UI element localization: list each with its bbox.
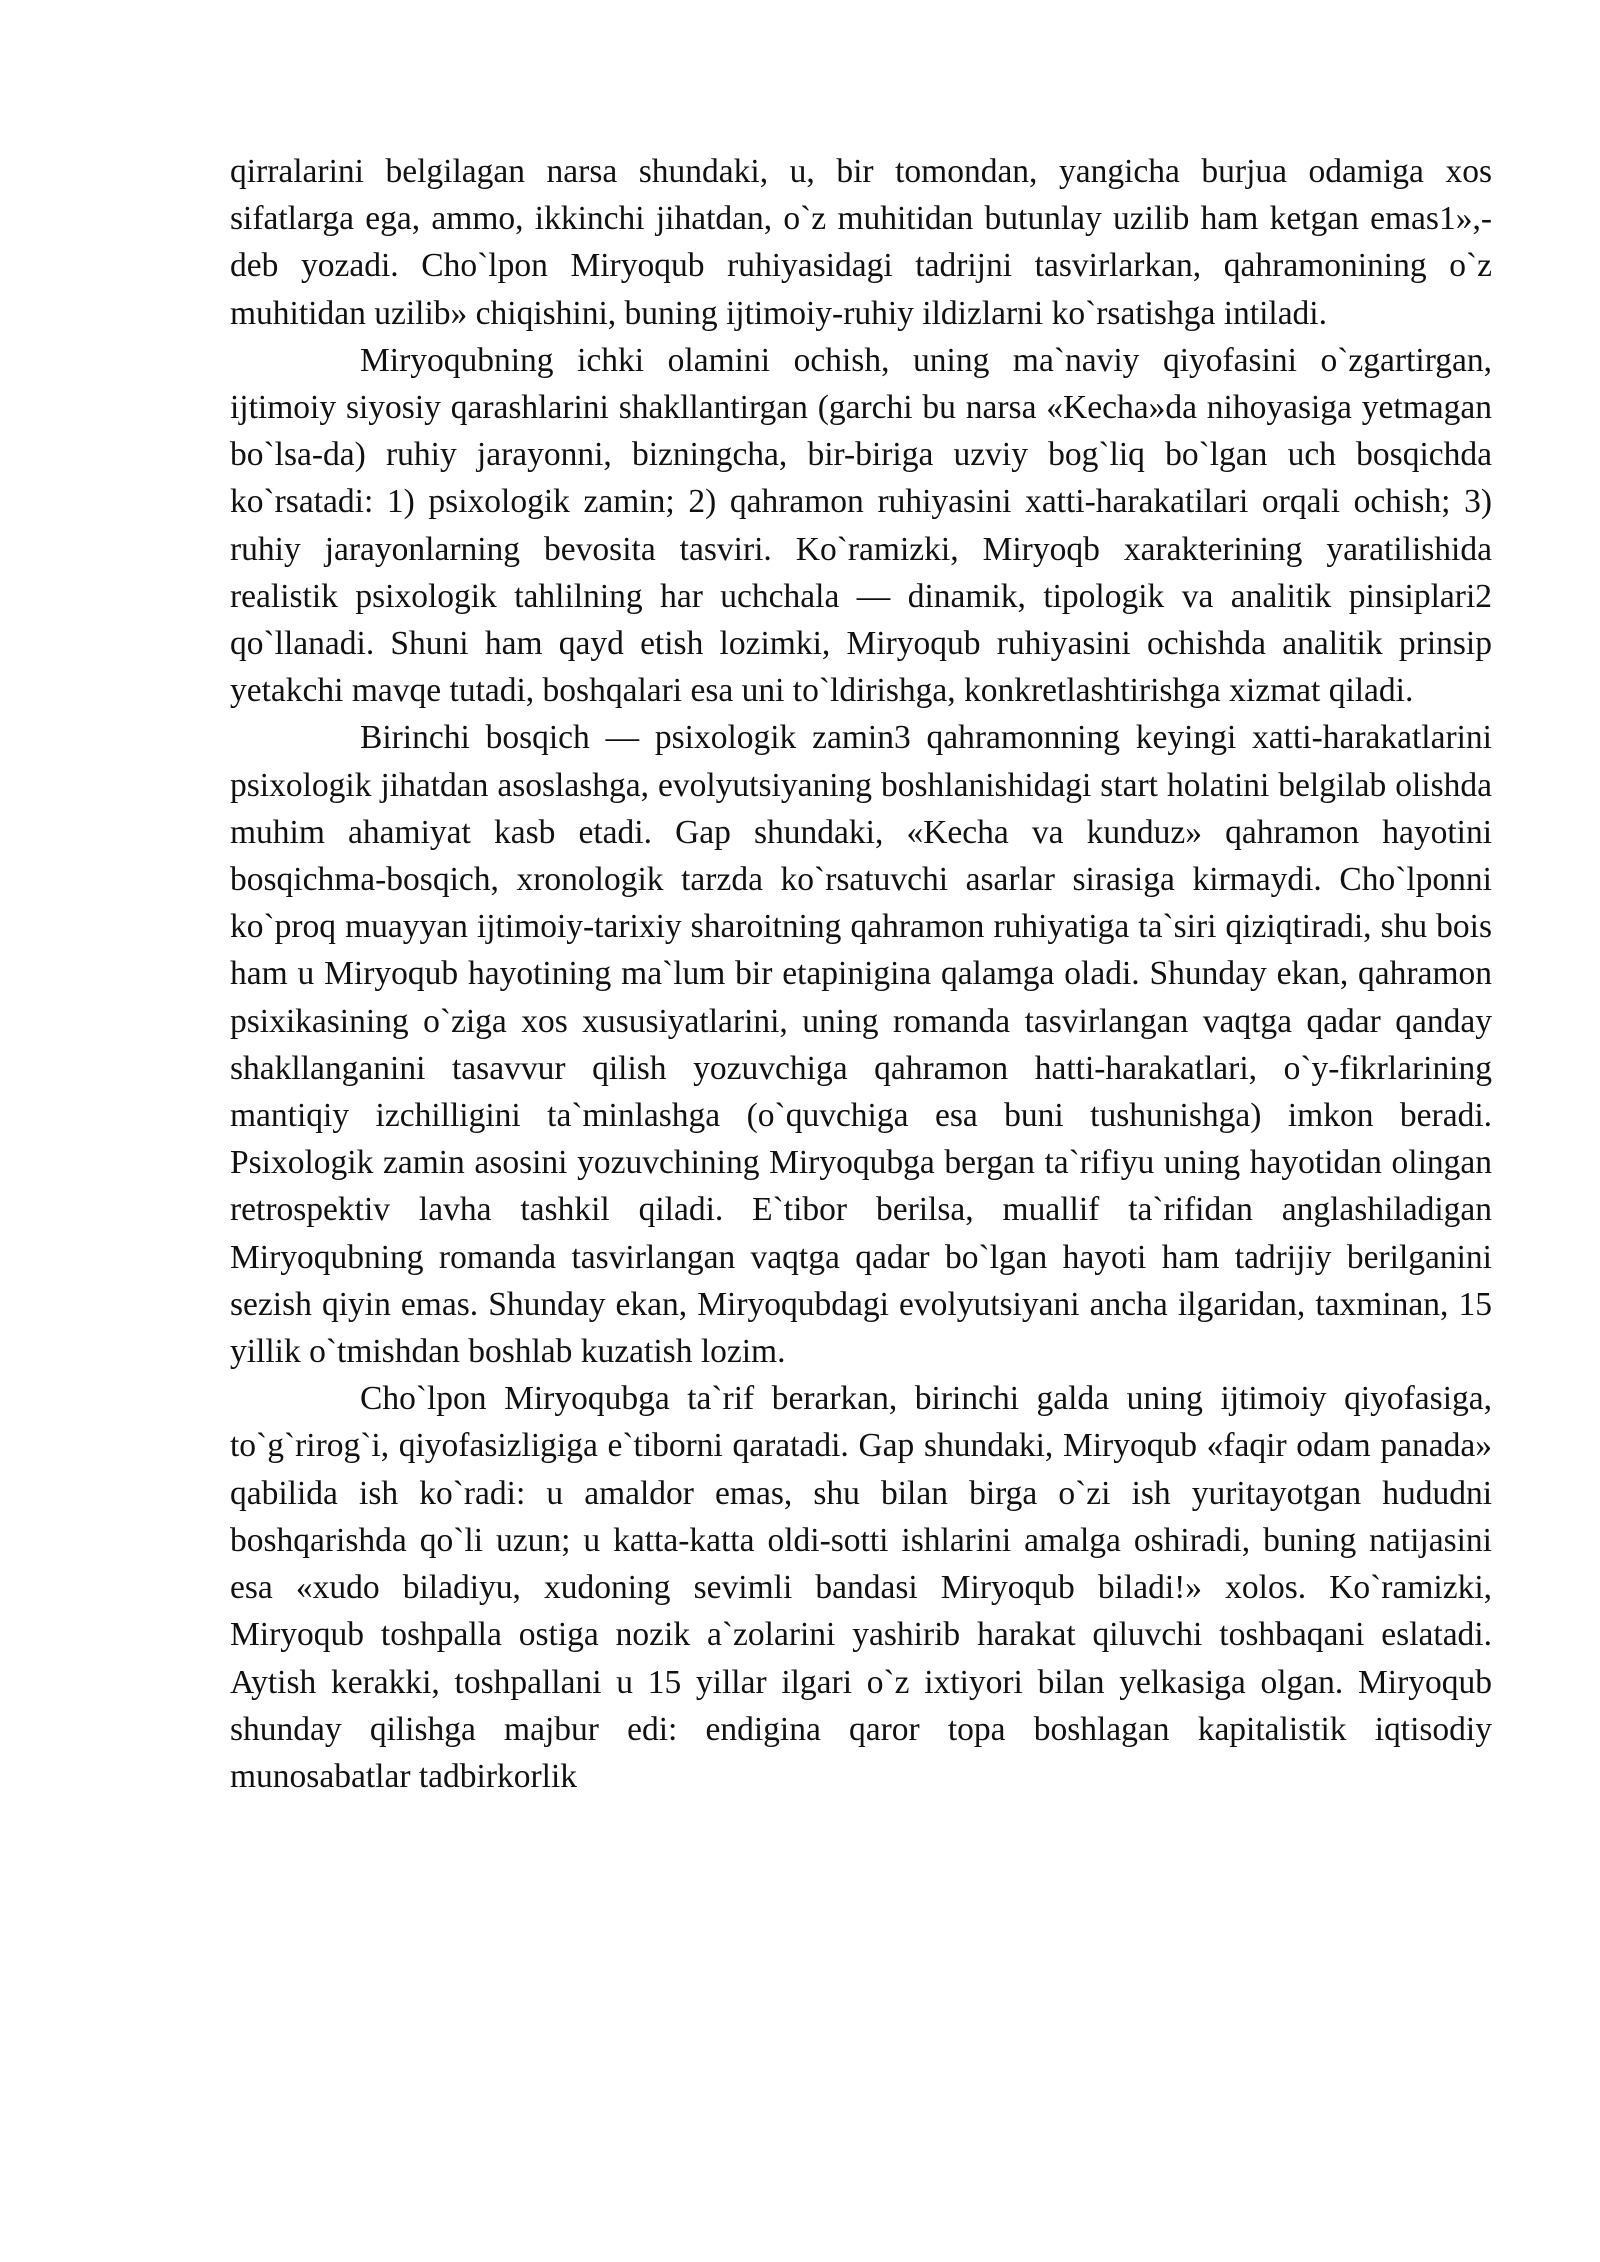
paragraph-3: Birinchi bosqich — psixologik zamin3 qahramonning keyingi xatti-harakatlarini psixologik jihatdan asoslashga, evolyutsiyaning boshlanishidagi start holatini belgilab olishda muhim ahamiyat kasb etadi. Gap shundaki, «Kecha va kunduz» qahramon hayotini bosqichma-bosqich, xronologik tarzda ko`rsatuvchi asarlar sirasiga kirmaydi. Cho`lponni ko`proq muayyan ijtimoiy-tarixiy sharoitning qahramon ruhiyatiga ta`siri qiziqtiradi, shu bois ham u Miryoqub hayotining ma`lum bir etapinigina qalamga oladi. Shunday ekan, qahramon psixikasining o`ziga xos xususiyatlarini, uning romanda tasvirlangan vaqtga qadar qanday shakllanganini tasavvur qilish yozuvchiga qahramon hatti-harakatlari, o`y-fikrlarining mantiqiy izchilligini ta`minlashga (o`quvchiga esa buni tushunishga) imkon beradi. Psixologik zamin asosini yozuvchining Miryoqubga bergan ta`rifiyu uning hayotidan olingan retrospektiv lavha tashkil qiladi. E`tibor berilsa, muallif ta`rifidan anglashiladigan Miryoqubning romanda tasvirlangan vaqtga qadar bo`lgan hayoti ham tadrijiy berilganini sezish qiyin emas. Shunday ekan, Miryoqubdagi evolyutsiyani ancha ilgaridan, taxminan, 15 yillik o`tmishdan boshlab kuzatish lozim. — [230, 719, 1492, 1371]
paragraph-2: Miryoqubning ichki olamini ochish, uning ma`naviy qiyofasini o`zgartirgan, ijtimoiy siyosiy qarashlarini shakllantirgan (garchi bu narsa «Kecha»da nihoyasiga yetmagan bo`lsa-da) ruhiy jarayonni, bizningcha, bir-biriga uzviy bog`liq bo`lgan uch bosqichda ko`rsatadi: 1) psixologik zamin; 2) qahramon ruhiyasini xatti-harakatilari orqali ochish; 3) ruhiy jarayonlarning bevosita tasviri. Ko`ramizki, Miryoqb xarakterining yaratilishida realistik psixologik tahlilning har uchchala — dinamik, tipologik va analitik pinsiplari2 qo`llanadi. Shuni ham qayd etish lozimki, Miryoqub ruhiyasini ochishda analitik prinsip yetakchi mavqe tutadi, boshqalari esa uni to`ldirishga, konkretlashtirishga xizmat qiladi. — [230, 341, 1492, 710]
document-page — [230, 148, 1492, 1800]
paragraph-4: Cho`lpon Miryoqubga ta`rif berarkan, birinchi galda uning ijtimoiy qiyofasiga, to`g`rirog`i, qiyofasizligiga e`tiborni qaratadi. Gap shundaki, Miryoqub «faqir odam panada» qabilida ish ko`radi: u amaldor emas, shu bilan birga o`zi ish yuritayotgan hududni boshqarishda qo`li uzun; u katta-katta oldi-sotti ishlarini amalga oshiradi, buning natijasini esa «xudo biladiyu, xudoning sevimli bandasi Miryoqub biladi!» xolos. Ko`ramizki, Miryoqub toshpalla ostiga nozik a`zolarini yashirib harakat qiluvchi toshbaqani eslatadi. Aytish kerakki, toshpallani u 15 yillar ilgari o`z ixtiyori bilan yelkasiga olgan. Miryoqub shunday qilishga majbur edi: endigina qaror topa boshlagan kapitalistik iqtisodiy munosabatlar tadbirkorlik — [230, 1380, 1492, 1795]
paragraph-1: qirralarini belgilagan narsa shundaki, u, bir tomondan, yangicha burjua odamiga xos sifatlarga ega, ammo, ikkinchi jihatdan, o`z muhitidan butunlay uzilib ham ketgan emas1»,-deb yozadi. Cho`lpon Miryoqub ruhiyasidagi tadrijni tasvirlarkan, qahramonining o`z muhitidan uzilib» chiqishini, buning ijtimoiy-ruhiy ildizlarni ko`rsatishga intiladi. — [230, 153, 1492, 332]
